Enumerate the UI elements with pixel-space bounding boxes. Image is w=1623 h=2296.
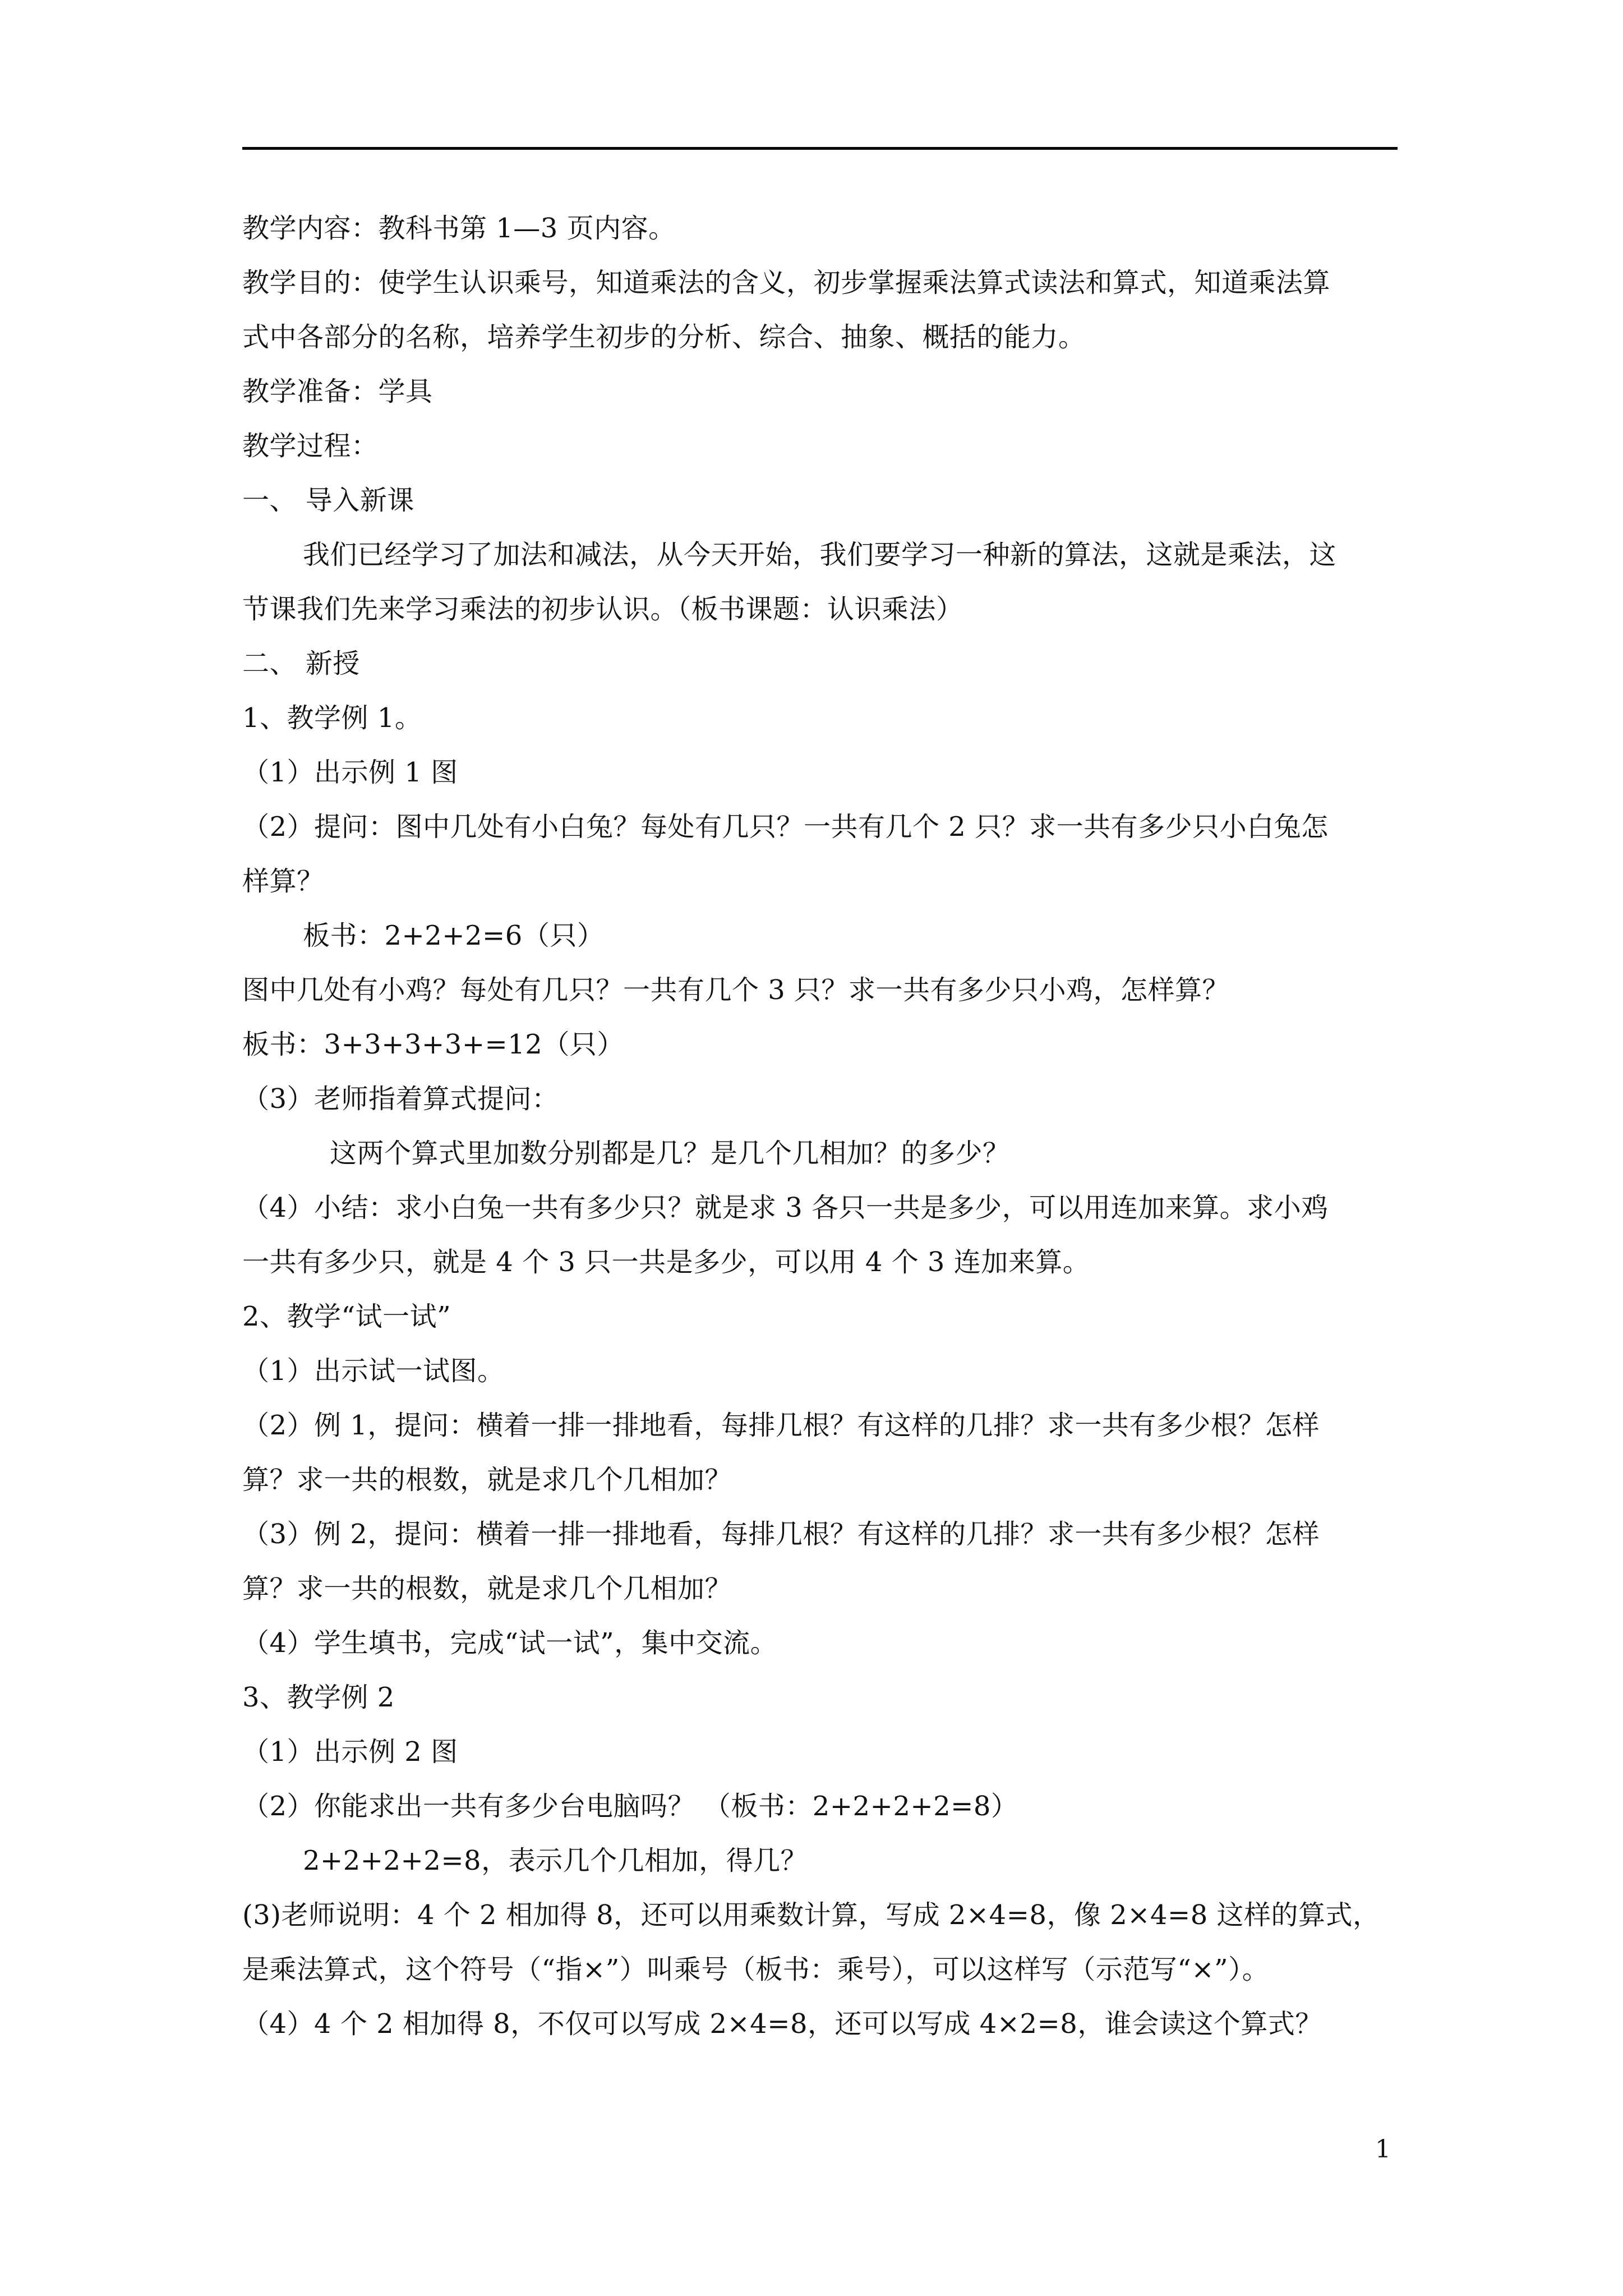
page-number: 1 — [1375, 2135, 1391, 2164]
text-line: 板书：3+3+3+3+=12（只） — [242, 1029, 624, 1060]
text-line: 是乘法算式，这个符号（“指×”）叫乘号（板书：乘号），可以这样写（示范写“×”）。 — [242, 1954, 1270, 1985]
text-line: （2）例 1，提问：横着一排一排地看，每排几根？有这样的几排？求一共有多少根？怎样 — [242, 1410, 1320, 1441]
section-heading: 一、 导入新课 — [242, 485, 414, 516]
text-line: 1、教学例 1。 — [242, 702, 422, 734]
text-line: 节课我们先来学习乘法的初步认识。（板书课题：认识乘法） — [242, 593, 963, 625]
text-line: 我们已经学习了加法和减法，从今天开始，我们要学习一种新的算法，这就是乘法，这 — [303, 539, 1337, 570]
text-line: 算？求一共的根数，就是求几个几相加？ — [242, 1573, 732, 1604]
text-line: （4）小结：求小白兔一共有多少只？就是求 3 各只一共是多少，可以用连加来算。求小鸡 — [242, 1192, 1329, 1223]
text-line: 式中各部分的名称，培养学生初步的分析、综合、抽象、概括的能力。 — [242, 321, 1086, 353]
text-line: （4）学生填书，完成“试一试”，集中交流。 — [242, 1627, 778, 1659]
text-line: 教学目的：使学生认识乘号，知道乘法的含义，初步掌握乘法算式读法和算式，知道乘法算 — [242, 267, 1331, 298]
section-heading: 二、 新授 — [242, 648, 360, 679]
text-line: （1）出示试一试图。 — [242, 1355, 505, 1387]
text-line: （1）出示例 2 图 — [242, 1736, 458, 1768]
text-line: 板书：2+2+2=6（只） — [303, 920, 605, 951]
header-rule — [242, 147, 1398, 150]
text-line: 教学内容：教科书第 1—3 页内容。 — [242, 213, 676, 244]
text-line: 一共有多少只，就是 4 个 3 只一共是多少，可以用 4 个 3 连加来算。 — [242, 1246, 1090, 1278]
text-line: （2）提问：图中几处有小白兔？每处有几只？一共有几个 2 只？求一共有多少只小白兔怎 — [242, 811, 1329, 843]
text-line: 2+2+2+2=8，表示几个几相加，得几？ — [303, 1845, 808, 1876]
text-line: 教学过程： — [242, 430, 379, 462]
text-line: 2、教学“试一试” — [242, 1301, 451, 1332]
text-line: 教学准备：学具 — [242, 376, 433, 407]
text-line: 这两个算式里加数分别都是几？是几个几相加？的多少？ — [330, 1138, 1010, 1169]
text-line: （2）你能求出一共有多少台电脑吗？ （板书：2+2+2+2=8） — [242, 1791, 1018, 1822]
text-line: (3)老师说明：4 个 2 相加得 8，还可以用乘数计算，写成 2×4=8，像 2×4=8 这样的算式， — [242, 1899, 1380, 1931]
text-line: （4）4 个 2 相加得 8，不仅可以写成 2×4=8，还可以写成 4×2=8，谁会读这个算式？ — [242, 2008, 1322, 2040]
text-line: （1）出示例 1 图 — [242, 757, 458, 788]
text-line: 图中几处有小鸡？每处有几只？一共有几个 3 只？求一共有多少只小鸡，怎样算？ — [242, 974, 1230, 1006]
text-line: 3、教学例 2 — [242, 1682, 395, 1713]
text-line: 样算？ — [242, 866, 324, 897]
text-line: 算？求一共的根数，就是求几个几相加？ — [242, 1464, 732, 1496]
text-line: （3）例 2，提问：横着一排一排地看，每排几根？有这样的几排？求一共有多少根？怎样 — [242, 1519, 1320, 1550]
text-line: （3）老师指着算式提问： — [242, 1083, 559, 1115]
